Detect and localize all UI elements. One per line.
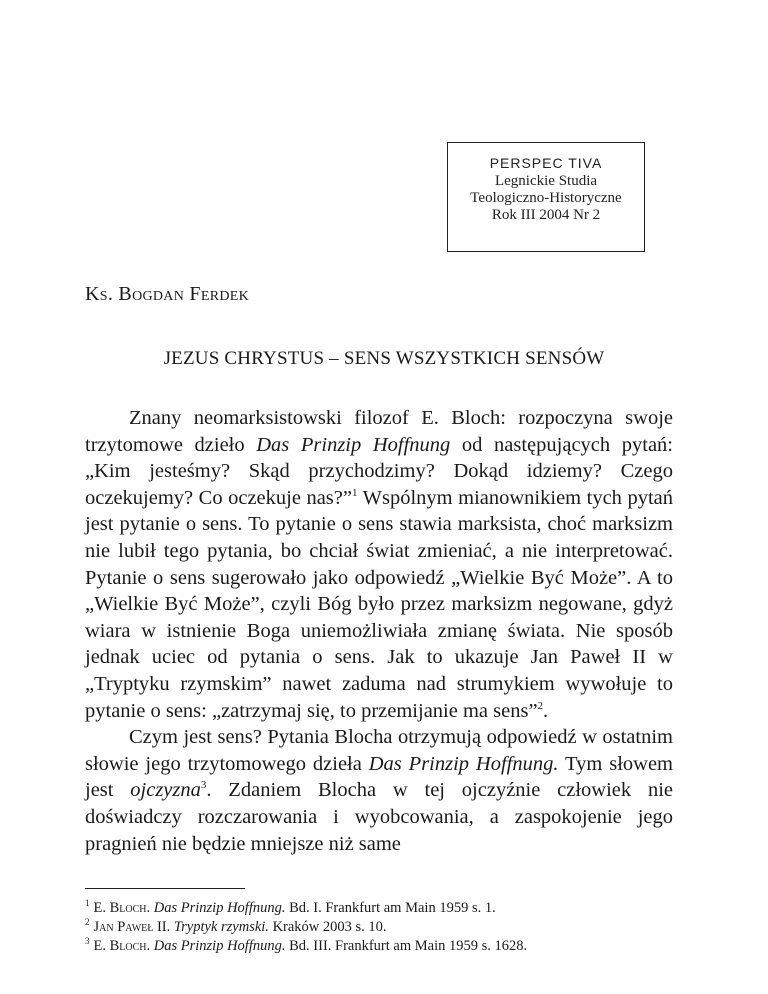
journal-logo: PERSPEC TIVA	[489, 155, 603, 171]
journal-issue: Rok III 2004 Nr 2	[491, 207, 601, 223]
footnote: $^2$ Jan Paweł II. Tryptyk rzymski. Kraków 2003 s. 10.	[85, 916, 387, 935]
footnote: $^1$ E. Bloch. Das Prinzip Hoffnung. Bd. I. Frankfurt am Main 1959 s. 1.	[85, 898, 496, 916]
footnote-divider	[85, 888, 245, 889]
paragraph-2: Czym jest sens? Pytania Blocha otrzymują odpowiedź w ostatnim słowie jego trzytomowego dzieła Das Prinzip Hoffnung. Tym słowem jest ojczyzna$^3$. Zdaniem Blocha w tej ojczyźnie człowiek nie doświadczy rozczarowania i wyobcowania, a zaspokojenie jego pragnień nie będzie mniejsze niż same	[85, 726, 673, 855]
journal-name: Legnickie Studia	[494, 173, 598, 189]
footnotes	[85, 899, 685, 955]
footnote: $^3$ E. Bloch. Das Prinzip Hoffnung. Bd. III. Frankfurt am Main 1959 s. 1628.	[85, 935, 528, 954]
footnote-ref-1: 1	[352, 486, 358, 499]
journal-subtitle: Teologiczno-Historyczne	[470, 190, 622, 206]
article-author: Ks. Bogdan Ferdek	[85, 283, 250, 305]
footnote-ref-2: 2	[537, 699, 544, 712]
journal-info-box	[447, 142, 645, 252]
article-title: JEZUS CHRYSTUS – SENS WSZYSTKICH SENSÓW	[163, 348, 605, 369]
paragraph-1: Znany neomarksistowski filozof E. Bloch: rozpoczyna swoje trzytomowe dzieło Das Prinzip Hoffnung od następujących pytań: „Kim jesteśmy? Skąd przychodzimy? Dokąd idziemy? Czego oczekujemy? Co oczekuje nas?”$^1$ Wspólnym mianownikiem tych pytań jest pytanie o sens. To pytanie o sens stawia marksista, choć marksizm nie lubił tego pytania, bo chciał świat zmieniać, a nie interpretować. Pytanie o sens sugerowało jako odpowiedź „Wielkie Być Może”. A to „Wielkie Być Może”, czyli Bóg było przez marksizm negowane, gdyż wiara w istnienie Boga uniemożliwiała zmianę świata. Nie sposób jednak uciec od pytania o sens. Jak to ukazuje Jan Paweł II w „Tryptyku rzymskim” nawet zaduma nad strumykiem wywołuje to pytanie o sens: „zatrzymaj się, to przemijanie ma sens”$^2$.	[85, 407, 673, 722]
article-body	[85, 405, 673, 857]
footnote-ref-3: 3	[200, 779, 207, 792]
